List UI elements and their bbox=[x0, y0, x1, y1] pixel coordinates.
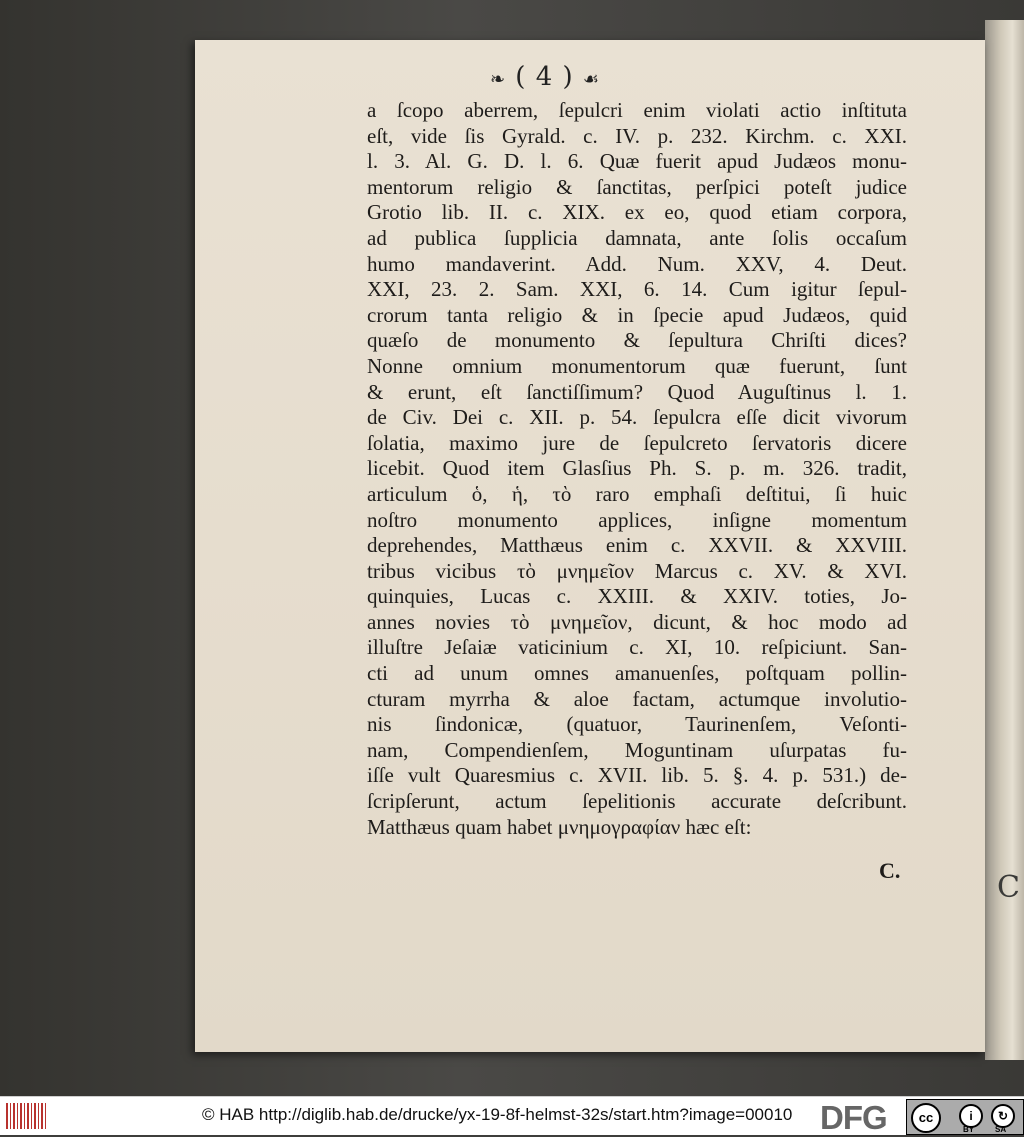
text-line: eſt, vide ſis Gyrald. c. IV. p. 232. Kirchm. c. XXI. bbox=[367, 123, 907, 148]
viewer-footer bbox=[0, 1096, 1024, 1135]
text-line: Matthæus quam habet μνημογραφίαν hæc eſt: bbox=[367, 814, 752, 839]
facing-page-glyph: C bbox=[997, 870, 1020, 905]
text-line: quinquies, Lucas c. XXIII. & XXIV. toties, Jo- bbox=[367, 584, 907, 609]
text-line: crorum tanta religio & in ſpecie apud Judæos, quid bbox=[367, 302, 907, 327]
catchword: C. bbox=[879, 858, 901, 883]
text-line: l. 3. Al. G. D. l. 6. Quæ fuerit apud Judæos monu- bbox=[367, 149, 907, 174]
text-line: nis ſindonicæ, (quatuor, Taurinenſem, Veſonti- bbox=[367, 712, 907, 737]
text-line: annes novies τὸ μνημεῖον, dicunt, & hoc modo ad bbox=[367, 609, 907, 634]
book-page bbox=[195, 40, 985, 1052]
text-line: nam, Compendienſem, Moguntinam uſurpatas fu- bbox=[367, 737, 907, 762]
by-icon: i bbox=[959, 1104, 983, 1128]
sa-icon: ↻ bbox=[991, 1104, 1015, 1128]
barcode-icon bbox=[6, 1103, 46, 1129]
text-line: Nonne omnium monumentorum quæ fuerunt, ſunt bbox=[367, 353, 907, 378]
text-line: mentorum religio & ſanctitas, perſpici poteſt judice bbox=[367, 174, 907, 199]
text-line: cti ad unum omnes amanuenſes, poſtquam pollin- bbox=[367, 661, 907, 686]
cc-icon: cc bbox=[911, 1103, 941, 1133]
dfg-logo[interactable]: DFG bbox=[820, 1099, 887, 1136]
facing-page-edge bbox=[985, 20, 1024, 1060]
text-line: & erunt, eſt ſanctiſſimum? Quod Auguſtinus l. 1. bbox=[367, 379, 907, 404]
text-line: ſcripſerunt, actum ſepelitionis accurate deſcribunt. bbox=[367, 789, 907, 814]
sa-label: SA bbox=[995, 1125, 1007, 1134]
text-line: ſolatia, maximo jure de ſepulcreto ſervatoris dicere bbox=[367, 430, 907, 455]
text-line: quæſo de monumento & ſepultura Chriſti dices? bbox=[367, 328, 907, 353]
body-text bbox=[367, 98, 907, 840]
text-line: Grotio lib. II. c. XIX. ex eo, quod etiam corpora, bbox=[367, 200, 907, 225]
page-number: ( 4 ) bbox=[515, 62, 574, 92]
text-line: XXI, 23. 2. Sam. XXI, 6. 14. Cum igitur ſepul- bbox=[367, 277, 907, 302]
ornament-left-icon: ❧ bbox=[489, 69, 507, 90]
text-line: humo mandaverint. Add. Num. XXV, 4. Deut. bbox=[367, 251, 907, 276]
text-line: de Civ. Dei c. XII. p. 54. ſepulcra eſſe dicit vivorum bbox=[367, 405, 907, 430]
text-line: articulum ὁ, ἡ, τὸ raro emphaſi deſtitui, ſi huic bbox=[367, 481, 907, 506]
text-line: iſſe vult Quaresmius c. XVII. lib. 5. §. 4. p. 531.) de- bbox=[367, 763, 907, 788]
text-line: noſtro monumento applices, inſigne momentum bbox=[367, 507, 907, 532]
running-head bbox=[195, 62, 895, 92]
text-line: illuſtre Jeſaiæ vaticinium c. XI, 10. reſpiciunt. San- bbox=[367, 635, 907, 660]
text-line: licebit. Quod item Glasſius Ph. S. p. m. 326. tradit, bbox=[367, 456, 907, 481]
cc-license-badge[interactable] bbox=[906, 1099, 1024, 1135]
text-line: deprehendes, Matthæus enim c. XXVII. & XXVIII. bbox=[367, 533, 907, 558]
text-line: a ſcopo aberrem, ſepulcri enim violati actio inſtituta bbox=[367, 98, 907, 122]
copyright-link[interactable]: © HAB http://diglib.hab.de/drucke/yx-19-8f-helmst-32s/start.htm?image=00010 bbox=[202, 1105, 793, 1124]
ornament-right-icon: ☙ bbox=[582, 69, 601, 90]
text-line: cturam myrrha & aloe factam, actumque involutio- bbox=[367, 686, 907, 711]
text-line: tribus vicibus τὸ μνημεῖον Marcus c. XV. & XVI. bbox=[367, 558, 907, 583]
text-line: ad publica ſupplicia damnata, ante ſolis occaſum bbox=[367, 225, 907, 250]
by-label: BY bbox=[963, 1125, 975, 1134]
